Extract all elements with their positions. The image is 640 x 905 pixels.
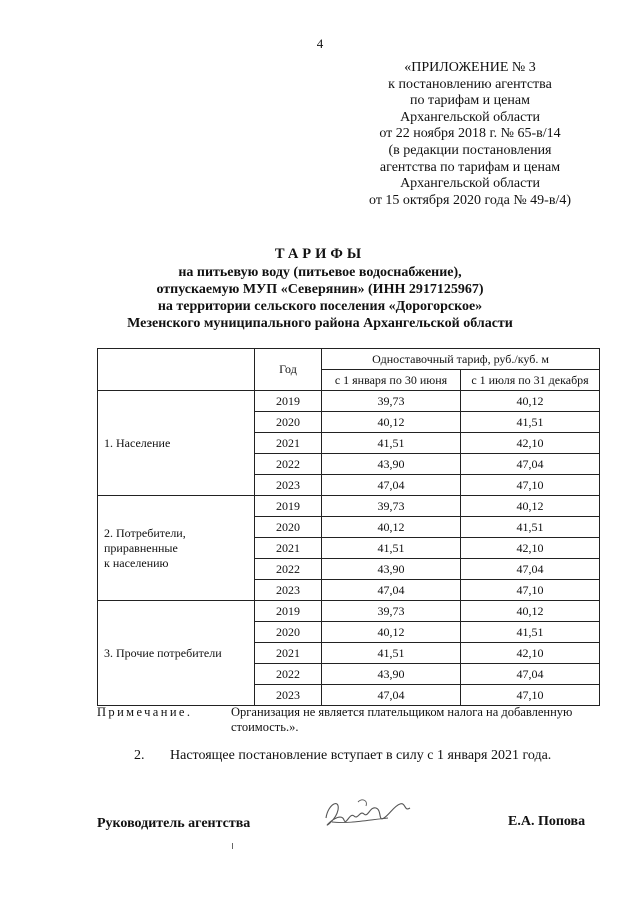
category-cell xyxy=(98,496,255,601)
tariff-cell: 47,04 xyxy=(461,664,600,685)
tariff-cell: 41,51 xyxy=(322,643,461,664)
title-line: Мезенского муниципального района Архангельской области xyxy=(127,316,513,331)
year-cell: 2020 xyxy=(255,622,322,643)
year-cell: 2020 xyxy=(255,412,322,433)
year-cell: 2020 xyxy=(255,517,322,538)
tariff-cell: 40,12 xyxy=(461,391,600,412)
signatory-name: Е.А. Попова xyxy=(508,814,586,829)
year-cell: 2023 xyxy=(255,580,322,601)
tariff-cell: 39,73 xyxy=(322,496,461,517)
scan-mark xyxy=(232,843,233,849)
year-cell: 2021 xyxy=(255,538,322,559)
tariff-cell: 40,12 xyxy=(322,412,461,433)
tariff-cell: 39,73 xyxy=(322,601,461,622)
appendix-line: от 15 октября 2020 года № 49-в/4) xyxy=(369,192,571,208)
tariff-cell: 47,04 xyxy=(322,580,461,601)
appendix-line: от 22 ноября 2018 г. № 65-в/14 xyxy=(379,126,561,142)
tariff-cell: 41,51 xyxy=(461,412,600,433)
tariff-cell: 40,12 xyxy=(322,622,461,643)
tariff-cell: 41,51 xyxy=(322,433,461,454)
header-year: Год xyxy=(255,349,322,391)
appendix-line: (в редакции постановления xyxy=(388,142,552,158)
category-label: 2. Потребители, xyxy=(104,525,186,540)
year-cell: 2019 xyxy=(255,496,322,517)
category-label: 3. Прочие потребители xyxy=(104,645,222,660)
title-line: на питьевую воду (питьевое водоснабжение), xyxy=(178,265,462,280)
category-cell xyxy=(98,601,255,706)
appendix-line: к постановлению агентства xyxy=(388,76,552,92)
tariff-cell: 47,10 xyxy=(461,475,600,496)
category-label-line: приравненные xyxy=(104,540,178,555)
year-cell: 2022 xyxy=(255,559,322,580)
clause-text: Настоящее постановление вступает в силу с 1 января 2021 года. xyxy=(170,748,552,763)
tariff-cell: 41,51 xyxy=(461,517,600,538)
year-cell: 2019 xyxy=(255,391,322,412)
tariff-cell: 47,10 xyxy=(461,685,600,706)
note-label: Примечание. xyxy=(97,705,193,719)
appendix-line: Архангельской области xyxy=(400,109,540,125)
category-label: 1. Население xyxy=(104,435,171,450)
year-cell: 2022 xyxy=(255,454,322,475)
header-period-1: с 1 января по 30 июня xyxy=(322,370,461,391)
appendix-line: Архангельской области xyxy=(400,176,540,192)
tariff-cell: 40,12 xyxy=(461,496,600,517)
appendix-line: по тарифам и ценам xyxy=(410,93,530,109)
tariff-cell: 47,04 xyxy=(461,454,600,475)
year-cell: 2022 xyxy=(255,664,322,685)
tariff-cell: 43,90 xyxy=(322,559,461,580)
appendix-heading xyxy=(340,60,600,209)
year-cell: 2019 xyxy=(255,601,322,622)
tariff-table xyxy=(97,348,600,706)
header-tariff: Одноставочный тариф, руб./куб. м xyxy=(322,349,600,370)
tariff-cell: 42,10 xyxy=(461,643,600,664)
table-row xyxy=(98,601,600,622)
tariff-cell: 47,04 xyxy=(322,475,461,496)
table-row xyxy=(98,496,600,517)
year-cell: 2023 xyxy=(255,475,322,496)
page-number: 4 xyxy=(316,36,324,51)
title-line: на территории сельского поселения «Дорогорское» xyxy=(157,299,483,314)
signatory-position: Руководитель агентства xyxy=(97,816,251,831)
tariff-cell: 40,12 xyxy=(322,517,461,538)
title-main: ТАРИФЫ xyxy=(274,246,366,262)
table-header-row xyxy=(98,349,600,370)
tariff-cell: 47,04 xyxy=(461,559,600,580)
category-label-line: к населению xyxy=(104,555,169,570)
year-cell: 2021 xyxy=(255,643,322,664)
note-text: Организация не является плательщиком налога на добавленную стоимость.». xyxy=(231,705,573,734)
clause-number: 2. xyxy=(134,748,145,763)
year-cell: 2021 xyxy=(255,433,322,454)
category-cell xyxy=(98,391,255,496)
document-title xyxy=(60,246,580,332)
header-category-cell xyxy=(98,349,255,391)
tariff-cell: 41,51 xyxy=(461,622,600,643)
tariff-cell: 42,10 xyxy=(461,433,600,454)
clause-paragraph xyxy=(134,748,551,764)
title-line: отпускаемую МУП «Северянин» (ИНН 2917125967) xyxy=(156,282,484,297)
tariff-cell: 47,04 xyxy=(322,685,461,706)
tariff-cell: 43,90 xyxy=(322,664,461,685)
tariff-cell: 43,90 xyxy=(322,454,461,475)
signature-image xyxy=(318,788,418,843)
tariff-cell: 39,73 xyxy=(322,391,461,412)
appendix-line: агентства по тарифам и ценам xyxy=(379,159,561,175)
year-cell: 2023 xyxy=(255,685,322,706)
tariff-cell: 47,10 xyxy=(461,580,600,601)
tariff-cell: 40,12 xyxy=(461,601,600,622)
tariff-cell: 42,10 xyxy=(461,538,600,559)
tariff-cell: 41,51 xyxy=(322,538,461,559)
appendix-line: «ПРИЛОЖЕНИЕ № 3 xyxy=(404,60,536,75)
table-row xyxy=(98,391,600,412)
header-period-2: с 1 июля по 31 декабря xyxy=(461,370,600,391)
